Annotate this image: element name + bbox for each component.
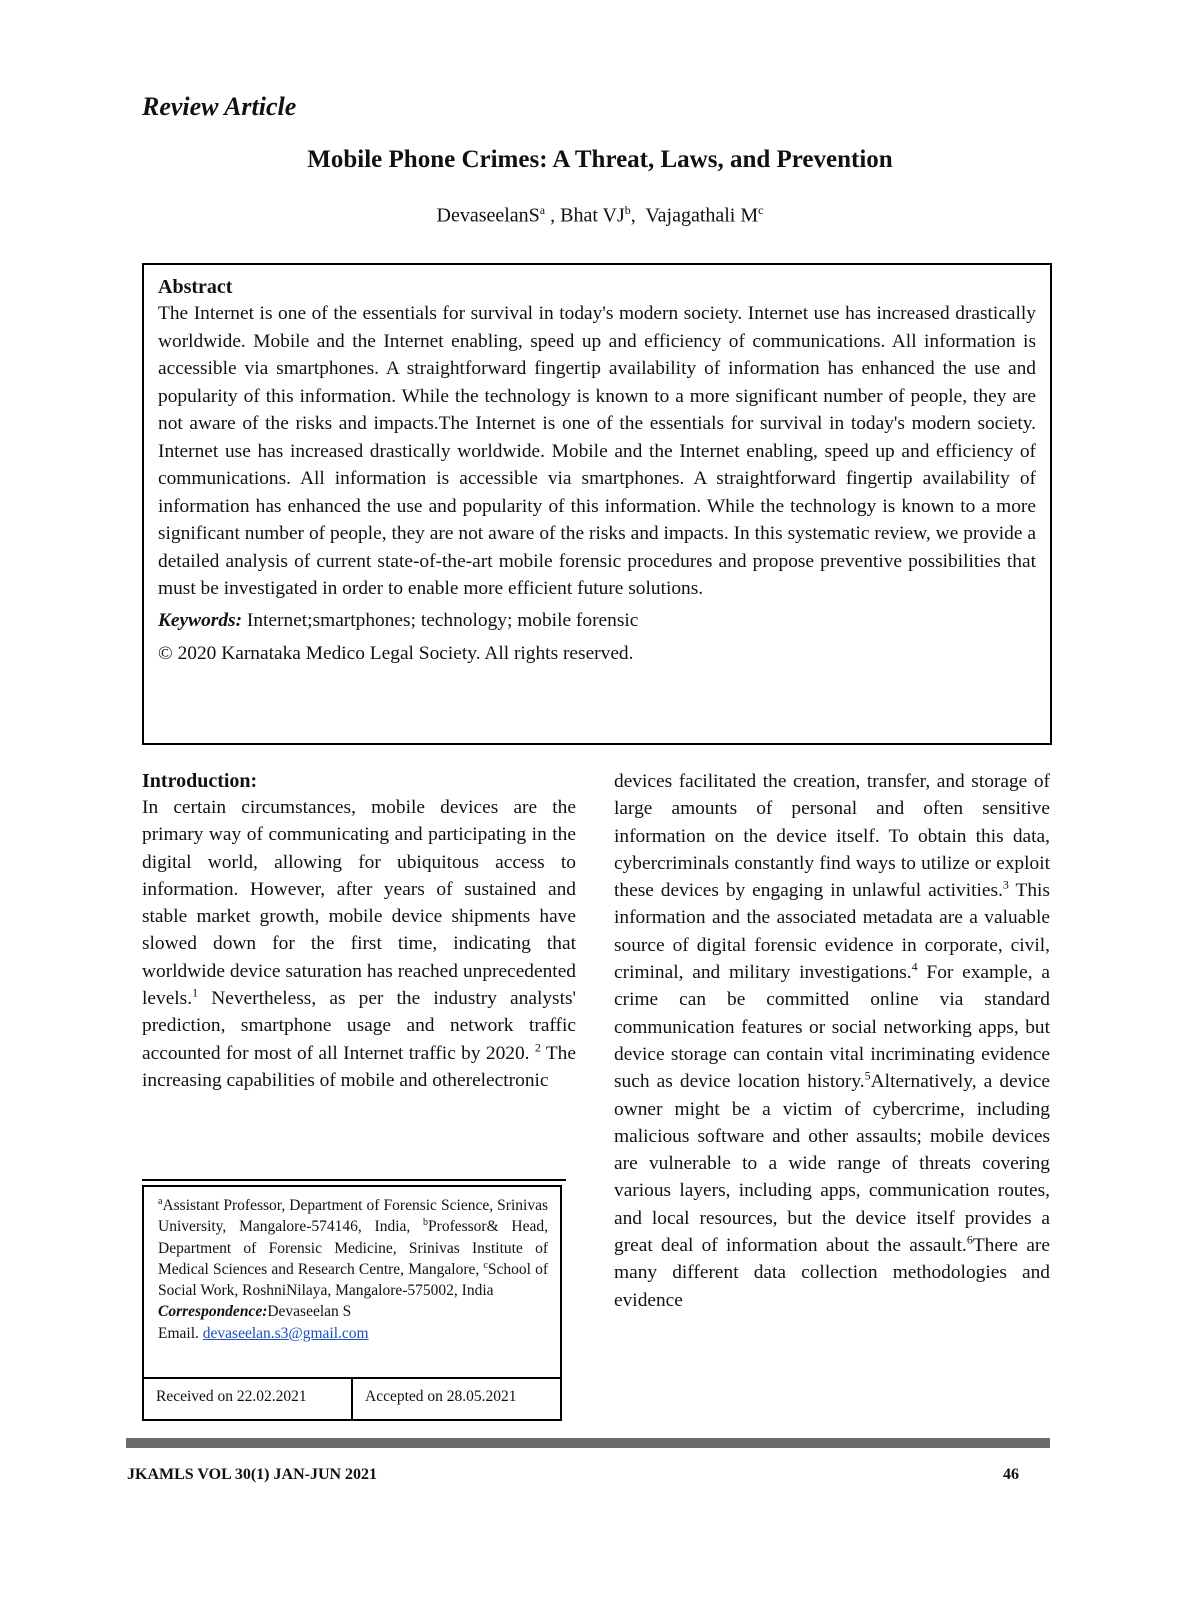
affiliation-mark: b: [423, 1217, 429, 1229]
left-column: [142, 768, 576, 1094]
body-text-span: devices facilitated the creation, transfer, and storage of large amounts of personal and often sensitive information on the device itself. To obtain this data, cybercriminals constantly find ways to utilize or exploit these devices by engaging in unlawful activities.: [614, 771, 1050, 902]
author-affiliation-mark: a: [539, 203, 546, 217]
body-text-span: In certain circumstances, mobile devices are the primary way of communicating and participating in the digital world, allowing for ubiquitous access to information. However, after years of sustained and stable market growth, mobile device shipments have slowed down for the first time, indicating that worldwide device saturation has reached unprecedented levels.: [142, 797, 576, 1010]
email-link[interactable]: devaseelan.s3@gmail.com: [202, 1324, 369, 1342]
dates-row: [144, 1377, 560, 1419]
citation-ref[interactable]: 5: [864, 1068, 871, 1083]
author-name: DevaseelanS: [436, 204, 540, 227]
affiliation-text: [144, 1187, 560, 1377]
introduction-heading: Introduction:: [142, 770, 258, 792]
keywords-value: Internet;smartphones; technology; mobile forensic: [246, 609, 639, 631]
accepted-date: Accepted on 28.05.2021: [351, 1379, 560, 1419]
body-text-span: This information and the associated metadata are a valuable source of digital forensic evidence in corporate, civil, criminal, and military investigations.: [614, 880, 1050, 984]
author-affiliation-mark: c: [758, 203, 764, 217]
abstract-box: [142, 263, 1052, 745]
body-text-span: There are many different data collection methodologies and evidence: [614, 1235, 1050, 1311]
correspondence-name: Devaseelan S: [267, 1303, 352, 1321]
body-text-span: Alternatively, a device owner might be a victim of cybercrime, including malicious software and other assaults; mobile devices are vulnerable to a wide range of threats covering various layers, including apps, communication routes, and local resources, but the device itself provides a great deal of information about the assault.: [614, 1071, 1050, 1257]
citation-ref[interactable]: 4: [911, 959, 918, 974]
keywords-label: Keywords:: [158, 609, 243, 631]
introduction-paragraph-left: [142, 794, 576, 1094]
footer-journal-info: JKAMLS VOL 30(1) JAN-JUN 2021: [127, 1466, 378, 1483]
author-affiliation-mark: b: [624, 203, 631, 217]
citation-ref[interactable]: 2: [534, 1040, 541, 1055]
introduction-paragraph-right: [614, 768, 1050, 1314]
affiliation-mark: a: [158, 1195, 163, 1207]
citation-ref[interactable]: 1: [192, 985, 199, 1000]
author-name: Vajagathali M: [645, 204, 759, 227]
abstract-text: The Internet is one of the essentials for survival in today's modern society. Internet use has increased drastically worldwide. Mobile and the Internet enabling, speed up and efficiency of communications. All information is accessible via smartphones. A straightforward fingertip availability of information has enhanced the use and popularity of this information. While the technology is known to a more significant number of people, they are not aware of the risks and impacts.The Internet is one of the essentials for survival in today's modern society. Internet use has increased drastically worldwide. Mobile and the Internet enabling, speed up and efficiency of communications. All information is accessible via smartphones. A straightforward fingertip availability of information has enhanced the use and popularity of this information. While the technology is known to a more significant number of people, they are not aware of the risks and impacts. In this systematic review, we provide a detailed analysis of current state-of-the-art mobile forensic procedures and propose preventive possibilities that must be investigated in order to enable more efficient future solutions.: [158, 303, 1036, 599]
correspondence-label: Correspondence:: [158, 1303, 268, 1321]
author-name: Bhat VJ: [560, 204, 625, 227]
body-text-span: For example, a crime can be committed online via standard communication features or social networking apps, but device storage can contain vital incriminating evidence such as device location history.: [614, 962, 1050, 1093]
article-type-label: Review Article: [142, 92, 297, 121]
citation-ref[interactable]: 3: [1002, 877, 1009, 892]
article-title: Mobile Phone Crimes: A Threat, Laws, and Prevention: [307, 146, 893, 173]
footer-bar: [126, 1438, 1050, 1448]
affiliation-a: Assistant Professor, Department of Forensic Science, Srinivas University, Mangalore-574146, India,: [158, 1197, 548, 1236]
body-text-span: The increasing capabilities of mobile and otherelectronic: [142, 1042, 576, 1091]
affiliation-footnote-box: [142, 1185, 562, 1421]
keywords-line: [158, 607, 1036, 634]
page-number: 46: [1003, 1466, 1019, 1483]
body-text-span: Nevertheless, as per the industry analysts' prediction, smartphone usage and network traffic accounted for most of all Internet traffic by 2020.: [142, 988, 576, 1064]
affiliation-b: Professor& Head, Department of Forensic Medicine, Srinivas Institute of Medical Sciences and Research Centre, Mangalore,: [158, 1218, 549, 1278]
copyright-notice: © 2020 Karnataka Medico Legal Society. All rights reserved.: [158, 642, 634, 664]
affiliation-c: School of Social Work, RoshniNilaya, Mangalore-575002, India: [158, 1260, 548, 1300]
footnote-divider: [142, 1179, 566, 1181]
affiliation-mark: c: [483, 1259, 488, 1271]
author-list: DevaseelanS$^a$ , Bhat $VJ^b$, Vajagathali $M^c$: [436, 203, 764, 227]
right-column: [614, 768, 1050, 1314]
citation-ref[interactable]: 6: [966, 1232, 973, 1247]
abstract-heading: Abstract: [158, 276, 233, 298]
received-date: Received on 22.02.2021: [156, 1388, 307, 1405]
email-label: Email.: [158, 1324, 203, 1342]
